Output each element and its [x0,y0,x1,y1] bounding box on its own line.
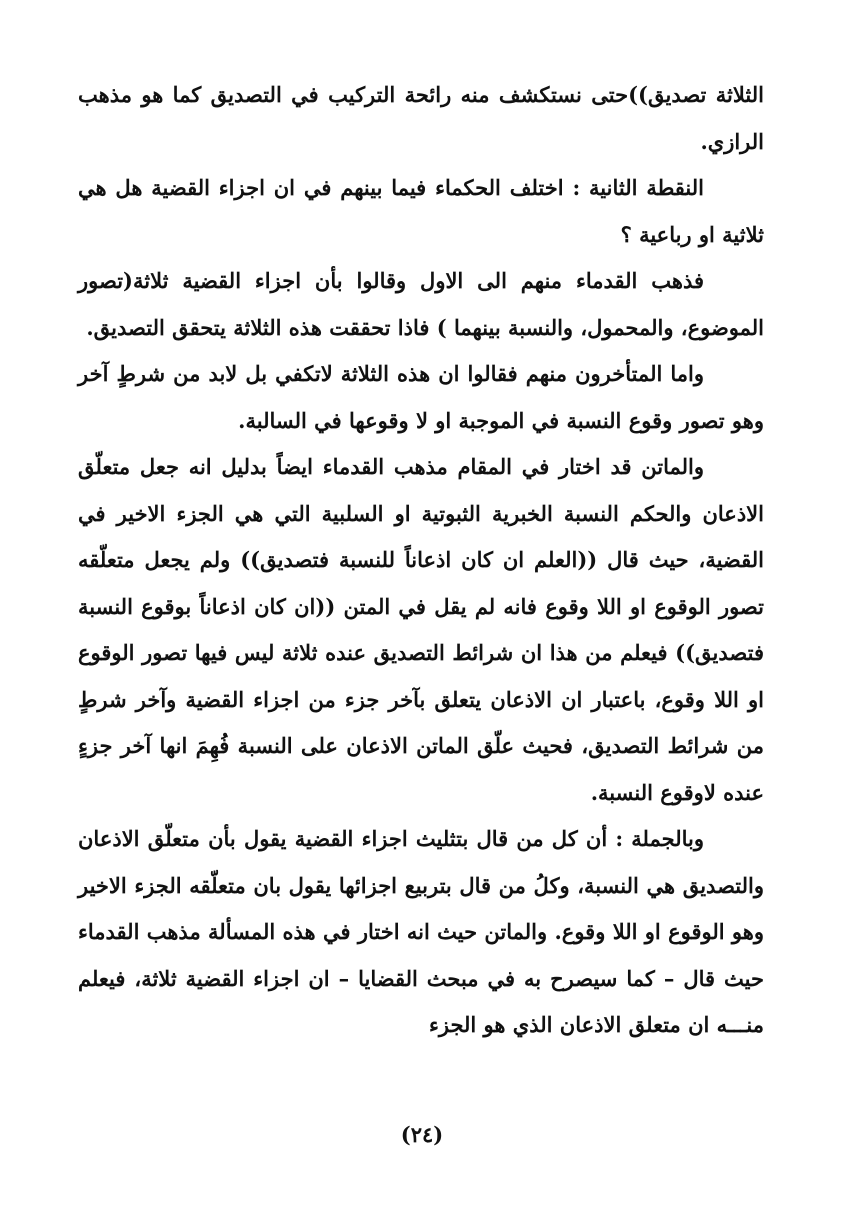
paragraph-6: وبالجملة : أن كل من قال بتثليث اجزاء القضية يقول بأن متعلّق الاذعان والتصديق هي النسبة، وكلُ من قال بتربيع اجزائها يقول بان متعلّقه الجزء الاخير وهو الوقوع او اللا وقوع. والماتن حيث انه اختار في هذه المسألة مذهب القدماء حيث قال – كما سيصرح به في مبحث القضايا – ان اجزاء القضية ثلاثة، فيعلم منـــه ان متعلق الاذعان الذي هو الجزء [78,826,764,1037]
paragraph-4: واما المتأخرون منهم فقالوا ان هذه الثلاثة لاتكفي بل لابد من شرطٍ آخر وهو تصور وقوع النسبة في الموجبة او لا وقوعها في السالبة. [78,361,764,433]
paragraph-1: الثلاثة تصديق))حتى نستكشف منه رائحة التركيب في التصديق كما هو مذهب الرازي. [78,82,764,154]
paragraph-2: النقطة الثانية : اختلف الحكماء فيما بينهم في ان اجزاء القضية هل هي ثلاثية او رباعية ؟ [78,175,764,247]
paragraph-3: فذهب القدماء منهم الى الاول وقالوا بأن اجزاء القضية ثلاثة(تصور الموضوع، والمحمول، والنسبة بينهما ) فاذا تحققت هذه الثلاثة يتحقق التصديق. [78,268,764,340]
page-number: (٢٤) [400,1122,444,1147]
paragraph-5: والماتن قد اختار في المقام مذهب القدماء ايضاً بدليل انه جعل متعلّق الاذعان والحكم النسبة الخبرية الثبوتية او السلبية التي هي الجزء الاخير في القضية، حيث قال ((العلم ان كان اذعاناً للنسبة فتصديق)) ولم يجعل متعلّقه تصور الوقوع او اللا وقوع فانه لم يقل في المتن ((ان كان اذعاناً بوقوع النسبة فتصديق)) فيعلم من هذا ان شرائط التصديق عنده ثلاثة ليس فيها تصور الوقوع او اللا وقوع، باعتبار ان الاذعان يتعلق بآخر جزء من اجزاء القضية وآخر شرطٍ من شرائط التصديق، فحيث علّق الماتن الاذعان على النسبة فُهِمَ انها آخر جزءٍ عنده لاوقوع النسبة. [78,454,764,805]
page-body [78,72,764,1049]
